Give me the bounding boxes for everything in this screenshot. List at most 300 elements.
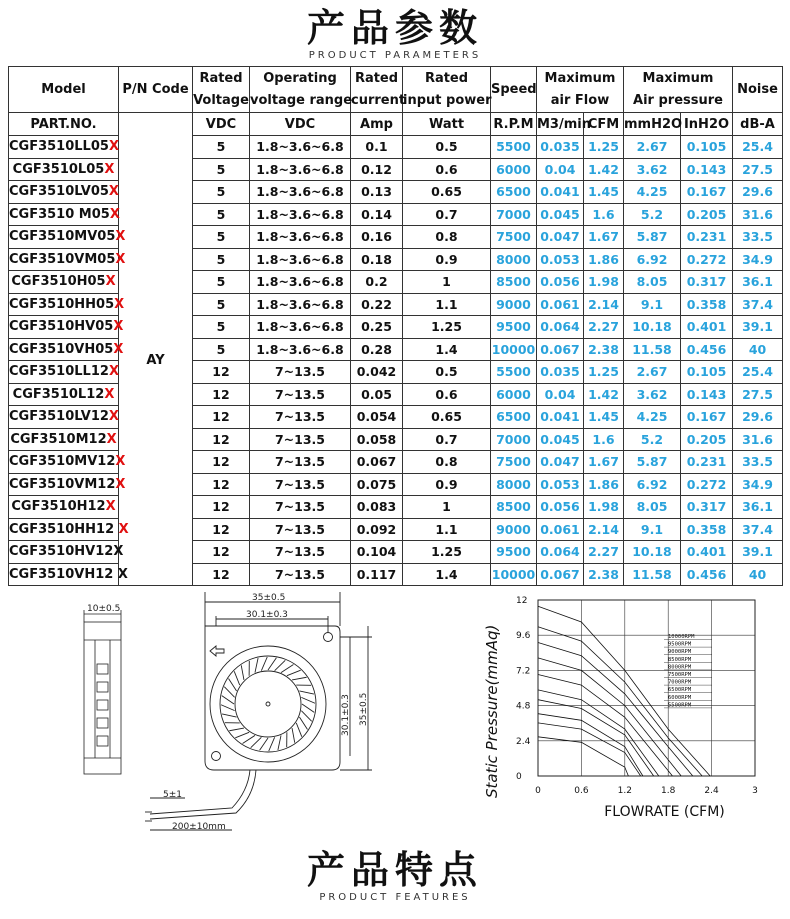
model-cell <box>9 406 119 429</box>
col-noise: Noise <box>733 67 783 113</box>
operating-range-cell: 1.8~3.6~6.8 <box>250 181 351 204</box>
pressure-in-cell: 0.231 <box>681 226 733 249</box>
airflow-cfm-cell: 2.38 <box>584 563 624 586</box>
rated-power-cell: 0.6 <box>403 383 491 406</box>
impeller-blade <box>222 696 234 704</box>
rated-voltage-cell: 12 <box>193 428 250 451</box>
model-cell <box>9 563 128 586</box>
model-base: CGF3510LL05 <box>9 139 109 155</box>
x-tick-label: 1.2 <box>617 786 632 796</box>
table-row <box>9 136 783 159</box>
pressure-in-cell: 0.105 <box>681 361 733 384</box>
impeller-blade <box>261 657 267 671</box>
airflow-arrow-icon <box>210 646 224 656</box>
rated-current-cell: 0.067 <box>351 451 403 474</box>
airflow-cfm-cell: 2.38 <box>584 338 624 361</box>
pressure-mm-cell: 5.87 <box>624 226 681 249</box>
impeller-blade <box>302 704 314 712</box>
pressure-mm-cell: 11.58 <box>624 563 681 586</box>
impeller-blade <box>301 697 315 703</box>
airflow-m3-cell: 0.04 <box>537 158 584 181</box>
pressure-in-cell: 0.456 <box>681 338 733 361</box>
pressure-in-cell: 0.143 <box>681 383 733 406</box>
mount-hole <box>324 633 333 642</box>
impeller-blade <box>255 658 258 673</box>
model-cell <box>9 316 124 339</box>
pressure-in-cell: 0.272 <box>681 248 733 271</box>
noise-cell: 33.5 <box>733 451 783 474</box>
noise-cell: 29.6 <box>733 406 783 429</box>
col-rated-voltage: Rated Voltage <box>193 67 250 113</box>
pressure-mm-cell: 10.18 <box>624 541 681 564</box>
pressure-in-cell: 0.167 <box>681 406 733 429</box>
operating-range-cell: 7~13.5 <box>250 541 351 564</box>
speed-cell: 10000 <box>491 563 537 586</box>
rated-current-cell: 0.25 <box>351 316 403 339</box>
rated-power-cell: 1 <box>403 271 491 294</box>
model-cell <box>9 473 126 496</box>
rated-voltage-cell: 5 <box>193 203 250 226</box>
model-cell <box>9 541 124 564</box>
airflow-cfm-cell: 2.27 <box>584 541 624 564</box>
section-heading-parameters <box>0 6 790 62</box>
noise-cell: 39.1 <box>733 316 783 339</box>
dim-lead-strip: 5±1 <box>163 790 182 800</box>
airflow-m3-cell: 0.067 <box>537 563 584 586</box>
operating-range-cell: 1.8~3.6~6.8 <box>250 316 351 339</box>
impeller-blade <box>235 732 249 738</box>
impeller-blade <box>243 735 255 743</box>
rated-current-cell: 0.14 <box>351 203 403 226</box>
airflow-m3-cell: 0.045 <box>537 428 584 451</box>
airflow-m3-cell: 0.064 <box>537 541 584 564</box>
legend-label: 7000RPM <box>668 679 692 686</box>
model-cell <box>9 518 129 541</box>
model-base: CGF3510LV05 <box>9 184 109 200</box>
operating-range-cell: 1.8~3.6~6.8 <box>250 158 351 181</box>
heading-title-cn: 产品特点 <box>306 848 483 892</box>
operating-range-cell: 7~13.5 <box>250 406 351 429</box>
pressure-in-cell: 0.205 <box>681 428 733 451</box>
model-base: CGF3510HV12 <box>9 544 114 560</box>
pressure-in-cell: 0.272 <box>681 473 733 496</box>
impeller-blade <box>260 738 268 750</box>
rated-power-cell: 0.9 <box>403 248 491 271</box>
model-base: CGF3510VH05 <box>9 341 114 357</box>
model-cell <box>9 203 119 226</box>
speed-cell: 9000 <box>491 293 537 316</box>
airflow-cfm-cell: 1.67 <box>584 451 624 474</box>
airflow-cfm-cell: 1.45 <box>584 181 624 204</box>
drawings-area <box>0 586 790 846</box>
rated-power-cell: 0.8 <box>403 451 491 474</box>
impeller-blade <box>228 679 236 691</box>
unit-mmh2o: mmH2O <box>624 113 681 136</box>
y-tick-label: 4.8 <box>516 701 531 712</box>
rated-current-cell: 0.2 <box>351 271 403 294</box>
pressure-mm-cell: 4.25 <box>624 406 681 429</box>
model-suffix: X <box>115 229 126 245</box>
x-tick-label: 0.6 <box>574 786 589 796</box>
dim-thickness: 10±0.5 <box>87 604 121 614</box>
dim-lead-length: 200±10mm <box>172 822 226 832</box>
airflow-m3-cell: 0.041 <box>537 181 584 204</box>
speed-cell: 8500 <box>491 271 537 294</box>
model-suffix: X <box>117 566 128 582</box>
model-cell <box>9 136 119 159</box>
model-suffix: X <box>113 544 124 560</box>
legend-label: 7500RPM <box>668 672 692 678</box>
heading-title-en: PRODUCT FEATURES <box>319 892 471 903</box>
model-base: CGF3510MV12 <box>9 454 116 470</box>
speed-cell: 5500 <box>491 136 537 159</box>
airflow-m3-cell: 0.04 <box>537 383 584 406</box>
rated-voltage-cell: 12 <box>193 541 250 564</box>
impeller-blade <box>221 705 235 711</box>
rated-power-cell: 0.7 <box>403 428 491 451</box>
operating-range-cell: 7~13.5 <box>250 473 351 496</box>
noise-cell: 25.4 <box>733 136 783 159</box>
series-line-5500rpm <box>538 737 628 776</box>
model-base: CGF3510LL12 <box>9 364 109 380</box>
x-axis-title: FLOWRATE (CFM) <box>604 804 725 820</box>
model-base: CGF3510MV05 <box>9 229 116 245</box>
airflow-m3-cell: 0.045 <box>537 203 584 226</box>
model-base: CGF3510VM05 <box>9 251 116 267</box>
unit-vdc: VDC <box>193 113 250 136</box>
model-cell <box>9 451 126 474</box>
heading-title-cn: 产品参数 <box>306 6 483 50</box>
airflow-cfm-cell: 1.25 <box>584 136 624 159</box>
pressure-mm-cell: 5.2 <box>624 428 681 451</box>
col-model: Model <box>9 67 119 113</box>
model-base: CGF3510L12 <box>12 386 105 402</box>
dim-width: 35±0.5 <box>252 593 286 603</box>
rated-power-cell: 1 <box>403 496 491 519</box>
airflow-m3-cell: 0.035 <box>537 136 584 159</box>
y-tick-label: 0 <box>516 772 522 782</box>
model-suffix: X <box>106 431 117 447</box>
model-base: CGF3510H05 <box>11 274 106 290</box>
airflow-cfm-cell: 1.42 <box>584 383 624 406</box>
mount-hole <box>212 752 221 761</box>
noise-cell: 25.4 <box>733 361 783 384</box>
dim-height: 35±0.5 <box>359 692 369 726</box>
impeller-blade <box>292 677 307 680</box>
rated-voltage-cell: 12 <box>193 563 250 586</box>
speed-cell: 8000 <box>491 248 537 271</box>
rated-current-cell: 0.104 <box>351 541 403 564</box>
impeller-inner <box>235 671 301 737</box>
legend-label: 8500RPM <box>668 656 692 663</box>
y-tick-label: 12 <box>516 596 528 606</box>
rated-power-cell: 1.4 <box>403 563 491 586</box>
speed-cell: 6500 <box>491 181 537 204</box>
pressure-in-cell: 0.167 <box>681 181 733 204</box>
model-suffix: X <box>115 476 126 492</box>
legend-label: 8000RPM <box>668 664 692 671</box>
pressure-mm-cell: 6.92 <box>624 248 681 271</box>
col-pn-code: P/N Code <box>119 67 193 113</box>
operating-range-cell: 7~13.5 <box>250 383 351 406</box>
rated-voltage-cell: 12 <box>193 473 250 496</box>
model-suffix: X <box>113 319 124 335</box>
rated-current-cell: 0.1 <box>351 136 403 159</box>
rated-voltage-cell: 5 <box>193 181 250 204</box>
y-axis-title: Static Pressure(mmAq) <box>483 624 501 798</box>
rated-voltage-cell: 5 <box>193 271 250 294</box>
pressure-in-cell: 0.143 <box>681 158 733 181</box>
unit-inh2o: InH2O <box>681 113 733 136</box>
model-base: CGF3510M12 <box>10 431 107 447</box>
impeller-blade <box>275 660 286 670</box>
operating-range-cell: 7~13.5 <box>250 428 351 451</box>
noise-cell: 33.5 <box>733 226 783 249</box>
pressure-in-cell: 0.401 <box>681 541 733 564</box>
col-speed: Speed <box>491 67 537 113</box>
model-cell <box>9 271 119 294</box>
unit-vdc-range: VDC <box>250 113 351 136</box>
rated-power-cell: 1.1 <box>403 518 491 541</box>
section-heading-features <box>0 848 790 904</box>
rated-power-cell: 0.9 <box>403 473 491 496</box>
rated-current-cell: 0.083 <box>351 496 403 519</box>
noise-cell: 34.9 <box>733 248 783 271</box>
speed-cell: 8500 <box>491 496 537 519</box>
airflow-cfm-cell: 1.86 <box>584 473 624 496</box>
rated-voltage-cell: 12 <box>193 406 250 429</box>
rated-voltage-cell: 12 <box>193 496 250 519</box>
model-suffix: X <box>114 296 125 312</box>
legend-label: 6500RPM <box>668 687 692 694</box>
unit-pn-blank <box>119 113 193 136</box>
impeller-blade <box>234 671 240 685</box>
noise-cell: 34.9 <box>733 473 783 496</box>
speed-cell: 9000 <box>491 518 537 541</box>
side-view-slot <box>97 664 108 674</box>
operating-range-cell: 1.8~3.6~6.8 <box>250 271 351 294</box>
operating-range-cell: 1.8~3.6~6.8 <box>250 226 351 249</box>
impeller-blade <box>299 691 314 694</box>
unit-part: PART.NO. <box>9 113 119 136</box>
plot-frame <box>538 600 755 776</box>
x-tick-label: 2.4 <box>704 786 719 796</box>
rated-voltage-cell: 5 <box>193 338 250 361</box>
rated-voltage-cell: 5 <box>193 316 250 339</box>
rated-power-cell: 0.6 <box>403 158 491 181</box>
model-cell <box>9 361 119 384</box>
unit-row <box>9 113 783 136</box>
pressure-in-cell: 0.205 <box>681 203 733 226</box>
model-suffix: X <box>108 409 119 425</box>
rated-power-cell: 0.7 <box>403 203 491 226</box>
airflow-cfm-cell: 2.14 <box>584 518 624 541</box>
legend-label: 9500RPM <box>668 641 692 648</box>
model-suffix: X <box>115 251 126 267</box>
rated-current-cell: 0.18 <box>351 248 403 271</box>
rated-voltage-cell: 5 <box>193 226 250 249</box>
model-cell <box>9 181 119 204</box>
airflow-m3-cell: 0.053 <box>537 248 584 271</box>
rated-voltage-cell: 5 <box>193 293 250 316</box>
noise-cell: 31.6 <box>733 428 783 451</box>
airflow-m3-cell: 0.053 <box>537 473 584 496</box>
series-line-6500rpm <box>538 714 643 776</box>
rated-current-cell: 0.12 <box>351 158 403 181</box>
rated-current-cell: 0.16 <box>351 226 403 249</box>
pressure-in-cell: 0.358 <box>681 293 733 316</box>
operating-range-cell: 1.8~3.6~6.8 <box>250 203 351 226</box>
pressure-mm-cell: 8.05 <box>624 271 681 294</box>
airflow-cfm-cell: 1.45 <box>584 406 624 429</box>
rated-current-cell: 0.28 <box>351 338 403 361</box>
noise-cell: 40 <box>733 338 783 361</box>
impeller-blade <box>268 658 276 670</box>
airflow-cfm-cell: 1.6 <box>584 428 624 451</box>
rated-power-cell: 0.5 <box>403 136 491 159</box>
speed-cell: 7500 <box>491 226 537 249</box>
impeller-blade <box>222 714 237 717</box>
pressure-in-cell: 0.231 <box>681 451 733 474</box>
airflow-cfm-cell: 2.27 <box>584 316 624 339</box>
model-base: CGF3510LV12 <box>9 409 109 425</box>
model-suffix: X <box>115 454 126 470</box>
rated-voltage-cell: 5 <box>193 248 250 271</box>
x-tick-label: 3 <box>752 786 758 796</box>
side-view-slot <box>97 682 108 692</box>
operating-range-cell: 1.8~3.6~6.8 <box>250 248 351 271</box>
model-base: CGF3510H12 <box>11 499 106 515</box>
header-row <box>9 67 783 113</box>
operating-range-cell: 1.8~3.6~6.8 <box>250 136 351 159</box>
pressure-mm-cell: 8.05 <box>624 496 681 519</box>
col-rated-current: Rated current <box>351 67 403 113</box>
dim-hole-spacing: 30.1±0.3 <box>246 610 288 620</box>
airflow-cfm-cell: 2.14 <box>584 293 624 316</box>
rated-power-cell: 1.4 <box>403 338 491 361</box>
impeller-blade <box>269 737 275 751</box>
rated-current-cell: 0.22 <box>351 293 403 316</box>
speed-cell: 7500 <box>491 451 537 474</box>
y-tick-label: 7.2 <box>516 666 531 677</box>
airflow-m3-cell: 0.067 <box>537 338 584 361</box>
model-suffix: X <box>109 206 120 222</box>
noise-cell: 37.4 <box>733 518 783 541</box>
pressure-mm-cell: 9.1 <box>624 293 681 316</box>
model-suffix: X <box>105 274 116 290</box>
speed-cell: 9500 <box>491 541 537 564</box>
rated-current-cell: 0.075 <box>351 473 403 496</box>
legend-label: 6000RPM <box>668 694 692 701</box>
model-cell <box>9 248 126 271</box>
pressure-in-cell: 0.317 <box>681 271 733 294</box>
impeller-blade <box>292 728 295 743</box>
rated-voltage-cell: 5 <box>193 158 250 181</box>
unit-amp: Amp <box>351 113 403 136</box>
pressure-mm-cell: 4.25 <box>624 181 681 204</box>
unit-cfm: CFM <box>584 113 624 136</box>
airflow-m3-cell: 0.041 <box>537 406 584 429</box>
pressure-in-cell: 0.358 <box>681 518 733 541</box>
airflow-m3-cell: 0.035 <box>537 361 584 384</box>
airflow-cfm-cell: 1.6 <box>584 203 624 226</box>
model-suffix: X <box>113 341 124 357</box>
model-suffix: X <box>105 499 116 515</box>
operating-range-cell: 7~13.5 <box>250 451 351 474</box>
noise-cell: 39.1 <box>733 541 783 564</box>
model-suffix: X <box>104 161 115 177</box>
model-base: CGF3510 M05 <box>9 206 110 222</box>
noise-cell: 36.1 <box>733 271 783 294</box>
unit-rpm: R.P.M <box>491 113 537 136</box>
noise-cell: 29.6 <box>733 181 783 204</box>
rated-power-cell: 0.8 <box>403 226 491 249</box>
model-cell <box>9 496 119 519</box>
pn-code-cell: AY <box>119 136 193 586</box>
pressure-mm-cell: 3.62 <box>624 383 681 406</box>
impeller-blade <box>229 728 244 731</box>
pq-curve-chart <box>483 596 758 820</box>
speed-cell: 8000 <box>491 473 537 496</box>
speed-cell: 7000 <box>491 428 537 451</box>
noise-cell: 36.1 <box>733 496 783 519</box>
col-airflow: Maximum air Flow <box>537 67 624 113</box>
unit-dba: dB-A <box>733 113 783 136</box>
rated-voltage-cell: 5 <box>193 136 250 159</box>
pressure-mm-cell: 9.1 <box>624 518 681 541</box>
impeller-blade <box>296 723 302 737</box>
pressure-mm-cell: 2.67 <box>624 136 681 159</box>
spec-table <box>8 66 783 586</box>
pressure-in-cell: 0.317 <box>681 496 733 519</box>
model-base: CGF3510HV05 <box>9 319 114 335</box>
model-suffix: X <box>108 184 119 200</box>
speed-cell: 9500 <box>491 316 537 339</box>
model-base: CGF3510HH12 <box>9 521 119 537</box>
airflow-m3-cell: 0.056 <box>537 496 584 519</box>
noise-cell: 40 <box>733 563 783 586</box>
rated-current-cell: 0.092 <box>351 518 403 541</box>
airflow-cfm-cell: 1.98 <box>584 271 624 294</box>
col-rated-power: Rated input power <box>403 67 491 113</box>
model-cell <box>9 158 119 181</box>
dim-hole-spacing-v: 30.1±0.3 <box>341 694 351 736</box>
y-tick-label: 9.6 <box>516 631 531 642</box>
impeller-blade <box>301 711 311 722</box>
airflow-cfm-cell: 1.25 <box>584 361 624 384</box>
noise-cell: 27.5 <box>733 158 783 181</box>
model-base: CGF3510L05 <box>12 161 105 177</box>
legend-label: 5500RPM <box>668 702 692 709</box>
model-suffix: X <box>108 139 119 155</box>
pressure-mm-cell: 10.18 <box>624 316 681 339</box>
series-line-7000rpm <box>538 700 654 776</box>
heading-title-en: PRODUCT PARAMETERS <box>308 50 482 61</box>
side-view-body <box>84 622 121 774</box>
rated-power-cell: 0.65 <box>403 406 491 429</box>
model-cell <box>9 338 124 361</box>
model-cell <box>9 383 119 406</box>
noise-cell: 31.6 <box>733 203 783 226</box>
side-view-slot <box>97 718 108 728</box>
speed-cell: 6500 <box>491 406 537 429</box>
airflow-cfm-cell: 1.98 <box>584 496 624 519</box>
speed-cell: 10000 <box>491 338 537 361</box>
airflow-m3-cell: 0.064 <box>537 316 584 339</box>
impeller-outer <box>220 656 316 752</box>
airflow-cfm-cell: 1.86 <box>584 248 624 271</box>
model-cell <box>9 428 119 451</box>
